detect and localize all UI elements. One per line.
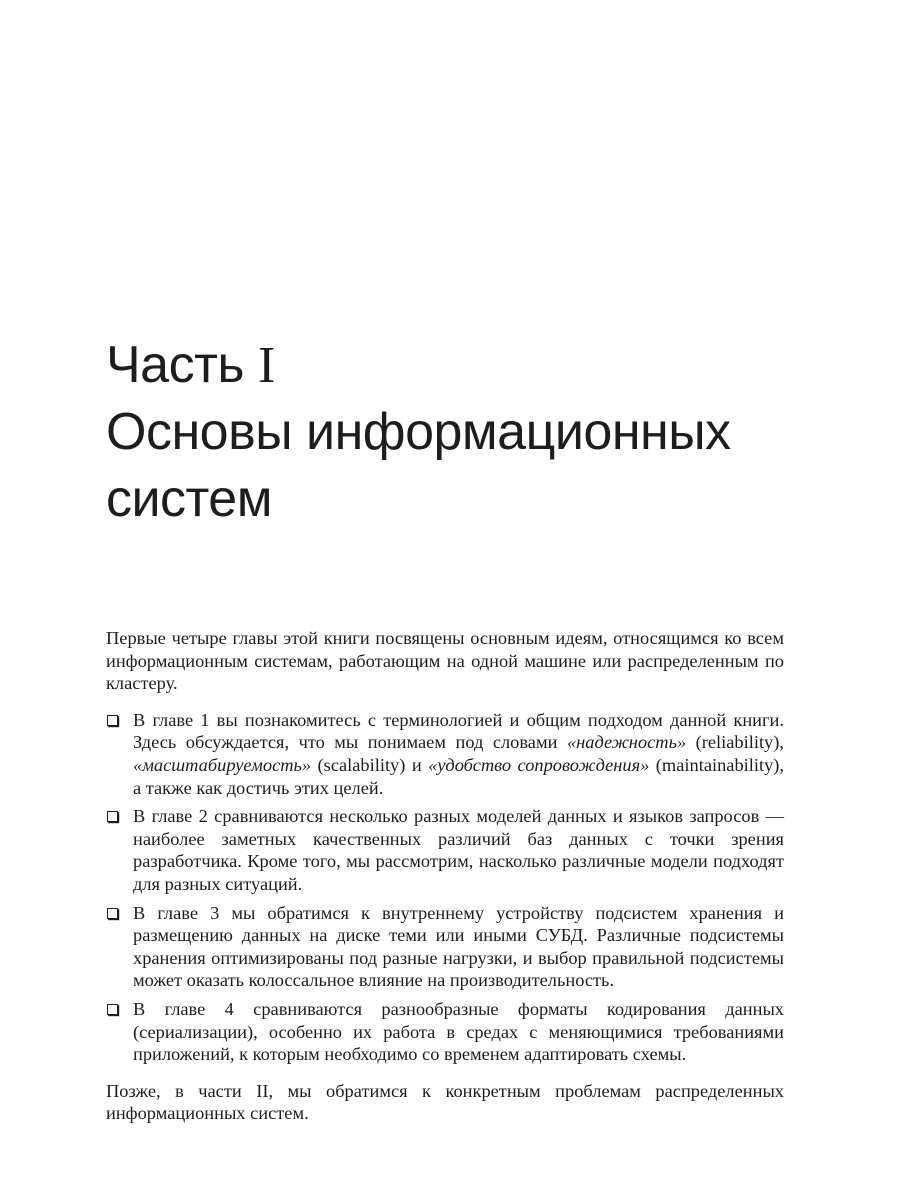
part-label: Часть bbox=[106, 336, 244, 394]
part-numeral: I bbox=[257, 337, 275, 394]
outro-paragraph: Позже, в части II, мы обратимся к конкретным проблемам распределенных информационных систем. bbox=[106, 1080, 784, 1124]
item-text: (maintainability), а также как достичь этих целей. bbox=[133, 754, 784, 798]
list-item-chapter-3 bbox=[106, 902, 784, 992]
part-body bbox=[106, 627, 784, 1125]
item-text: (scalability) и bbox=[311, 754, 429, 775]
part-title bbox=[106, 332, 826, 533]
list-item-chapter-2 bbox=[106, 805, 784, 895]
checkbox-bullet-icon bbox=[107, 715, 118, 726]
term-reliability: «надежность» bbox=[566, 732, 687, 753]
list-item-chapter-1 bbox=[106, 709, 784, 799]
term-scalability: «масштабируемость» bbox=[133, 754, 312, 775]
item-text: (reliability), bbox=[686, 732, 784, 753]
term-maintainability: «удобство сопровождения» bbox=[428, 754, 650, 775]
part-title-line-1 bbox=[106, 332, 826, 399]
item-text: В главе 3 мы обратимся к внутреннему устройству подсистем хранения и размещению данных на диске теми или иными СУБД. Различные подсистемы хранения оптимизированы под разные нагрузки, и выбор правильной подсистемы может оказать колоссальное влияние на производительность. bbox=[133, 902, 784, 991]
part-title-line-3: систем bbox=[106, 470, 272, 528]
checkbox-bullet-icon bbox=[107, 908, 118, 919]
chapter-list bbox=[106, 709, 784, 1066]
list-item-chapter-4 bbox=[106, 998, 784, 1066]
checkbox-bullet-icon bbox=[107, 1004, 118, 1015]
item-text: В главе 4 сравниваются разнообразные форматы кодирования данных (сериализации), особенно их работа в средах с меняющимися требованиями приложений, к которым необходимо со временем адаптировать схемы. bbox=[133, 998, 784, 1065]
intro-paragraph: Первые четыре главы этой книги посвящены основным идеям, относящимся ко всем информационным системам, работающим на одной машине или распределенным по кластеру. bbox=[106, 628, 784, 694]
item-text: В главе 2 сравниваются несколько разных моделей данных и языков запросов — наиболее заметных качественных различий баз данных с точки зрения разработчика. Кроме того, мы рассмотрим, насколько различные модели подходят для разных ситуаций. bbox=[133, 806, 784, 894]
part-title-line-2: Основы информационных bbox=[106, 403, 731, 461]
item-text: В главе 1 вы познакомитесь с терминологией и общим подходом данной книги. Здесь обсуждается, что мы понимаем под словами bbox=[133, 709, 784, 753]
checkbox-bullet-icon bbox=[107, 811, 118, 822]
